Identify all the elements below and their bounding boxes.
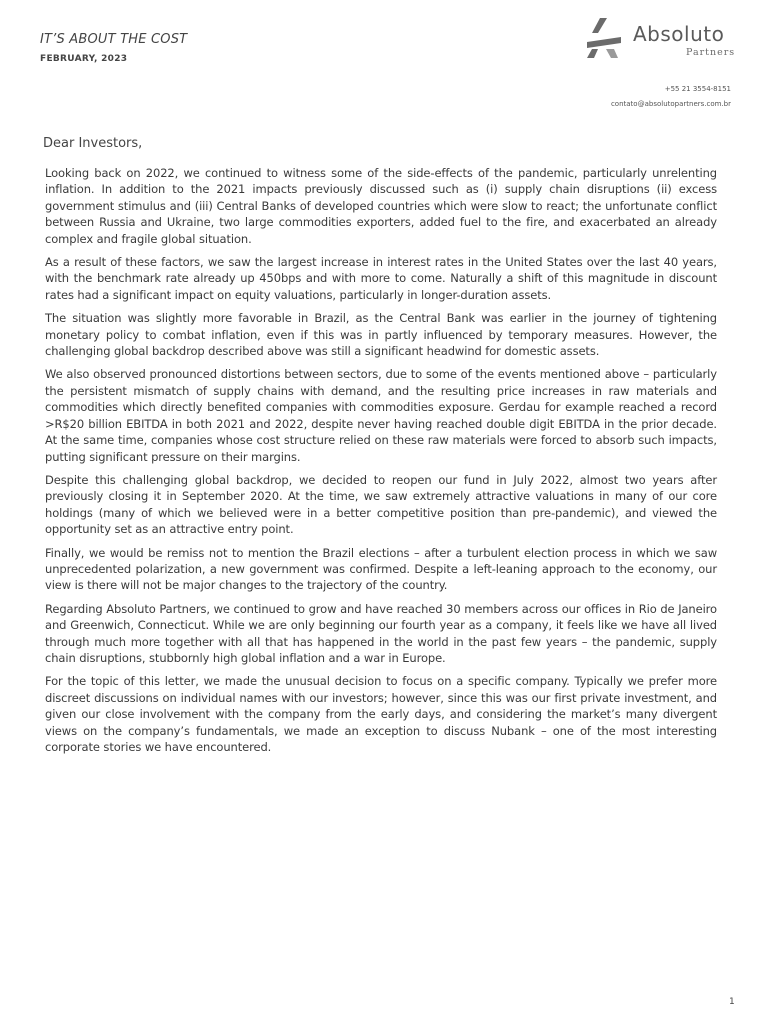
paragraph: Looking back on 2022, we continued to witness some of the side-effects of the pandemic, particularly unrelenting inflation. In addition to the 2021 impacts previously discussed such as (i) supply chain disruptions (ii) excess government stimulus and (iii) Central Banks of developed countries which were slow to react; the unfortunate conflict between Russia and Ukraine, two large commodities exporters, added fuel to the fire, and exacerbated an already complex and fragile global situation. xyxy=(45,166,717,246)
paragraph: Finally, we would be remiss not to mention the Brazil elections – after a turbulent election process in which we saw unprecedented polarization, a new government was confirmed. Despite a left-leaning approach to the economy, our view is there will not be major changes to the trajectory of the country. xyxy=(45,545,717,593)
letter-date: FEBRUARY, 2023 xyxy=(40,54,128,64)
paragraph: We also observed pronounced distortions between sectors, due to some of the events mentioned above – particularly the persistent mismatch of supply chains with demand, and the resulting price increases in raw materials and commodities which directly benefited companies with commodities exposure. Gerdau for example reached a record >R$20 billion EBITDA in both 2021 and 2022, despite never having reached double digit EBITDA in the prior decade. At the same time, companies whose cost structure relied on these raw materials were forced to absorb such impacts, putting significant pressure on their margins. xyxy=(45,367,717,464)
absoluto-logo xyxy=(584,16,734,60)
letter-title: IT’S ABOUT THE COST xyxy=(40,32,188,47)
contact-email: contato@absolutopartners.com.br xyxy=(610,100,731,108)
page-number: 1 xyxy=(729,997,735,1007)
letter-body xyxy=(45,165,717,762)
paragraph: For the topic of this letter, we made the unusual decision to focus on a specific company. Typically we prefer more discreet discussions on individual names with our investors; however, since this was our first private investment, and given our close involvement with the company from the early days, and considering the market’s many divergent views on the company’s fundamentals, we made an exception to discuss Nubank – one of the most interesting corporate stories we have encountered. xyxy=(45,674,717,754)
contact-block xyxy=(611,82,731,112)
logo-subtitle: Partners xyxy=(686,47,736,58)
paragraph: Regarding Absoluto Partners, we continued to grow and have reached 30 members across our offices in Rio de Janeiro and Greenwich, Connecticut. While we are only beginning our fourth year as a company, it feels like we have all lived through much more together with all that has happened in the world in the past few years – the pandemic, supply chain disruptions, stubbornly high global inflation and a war in Europe. xyxy=(45,601,717,665)
contact-phone: +55 21 3554-8151 xyxy=(664,85,731,93)
paragraph: As a result of these factors, we saw the largest increase in interest rates in the United States over the last 40 years, with the benchmark rate already up 450bps and with more to come. Naturally a shift of this magnitude in discount rates had a significant impact on equity valuations, particularly in longer-duration assets. xyxy=(45,255,717,302)
logo-mark-icon xyxy=(584,16,628,60)
logo-wordmark: Absoluto xyxy=(633,22,725,46)
paragraph: The situation was slightly more favorable in Brazil, as the Central Bank was earlier in the journey of tightening monetary policy to combat inflation, even if this was in partly influenced by temporary measures. However, the challenging global backdrop described above was still a significant headwind for domestic assets. xyxy=(45,311,717,359)
paragraph: Despite this challenging global backdrop, we decided to reopen our fund in July 2022, almost two years after previously closing it in September 2020. At the time, we saw extremely attractive valuations in many of our core holdings (many of which we believed were in a better competitive position than pre-pandemic), and viewed the opportunity set as an attractive entry point. xyxy=(45,472,717,537)
salutation: Dear Investors, xyxy=(43,136,143,151)
